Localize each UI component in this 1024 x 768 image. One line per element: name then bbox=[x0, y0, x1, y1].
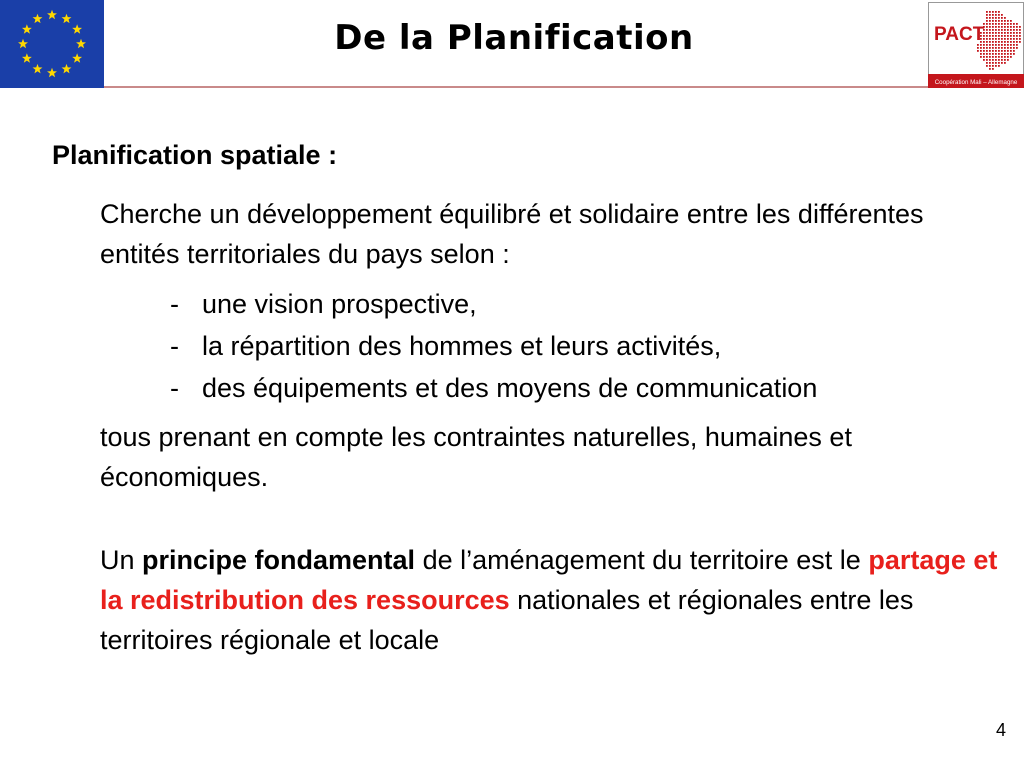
logo-map-dot bbox=[995, 65, 997, 67]
logo-map-dot bbox=[995, 26, 997, 28]
logo-map-dot bbox=[1010, 26, 1012, 28]
logo-map-dot bbox=[992, 11, 994, 13]
intro-paragraph: Cherche un développement équilibré et solidaire entre les différentes entités territoriales du pays selon : bbox=[100, 199, 924, 269]
slide-title: De la Planification bbox=[334, 18, 694, 58]
logo-map-dot bbox=[998, 20, 1000, 22]
principle-text-1: Un bbox=[100, 545, 143, 575]
logo-map-dot bbox=[986, 20, 988, 22]
bullet-dash: - bbox=[170, 331, 179, 361]
list-item bbox=[170, 367, 817, 409]
logo-map-dot bbox=[1010, 32, 1012, 34]
logo-map-dot bbox=[986, 29, 988, 31]
principle-bold: principe fondamental bbox=[142, 545, 416, 575]
logo-map-dot bbox=[989, 11, 991, 13]
logo-map-dot bbox=[992, 23, 994, 25]
logo-map-dot bbox=[986, 41, 988, 43]
logo-map-dot bbox=[989, 29, 991, 31]
logo-map-dot bbox=[989, 32, 991, 34]
logo-map-dot bbox=[989, 23, 991, 25]
logo-map-dot bbox=[998, 41, 1000, 43]
logo-map-dot bbox=[998, 26, 1000, 28]
pact-logo bbox=[928, 2, 1024, 88]
logo-map-dot bbox=[1001, 35, 1003, 37]
logo-map-dot bbox=[992, 68, 994, 70]
logo-map-dot bbox=[977, 47, 979, 49]
logo-map-dot bbox=[1001, 26, 1003, 28]
logo-map-dot bbox=[989, 17, 991, 19]
logo-map-dot bbox=[992, 20, 994, 22]
logo-map-dot bbox=[1010, 35, 1012, 37]
logo-map-dot bbox=[998, 35, 1000, 37]
logo-map-dot bbox=[1004, 62, 1006, 64]
logo-map-dot bbox=[1019, 29, 1021, 31]
logo-map-dot bbox=[992, 29, 994, 31]
logo-map-dot bbox=[1004, 53, 1006, 55]
logo-map-dot bbox=[1001, 59, 1003, 61]
logo-map-dot bbox=[1013, 23, 1015, 25]
logo-map-dot bbox=[995, 56, 997, 58]
logo-map-dot bbox=[1010, 44, 1012, 46]
logo-map-dot bbox=[998, 62, 1000, 64]
logo-map-dot bbox=[1001, 53, 1003, 55]
logo-map-dot bbox=[1004, 20, 1006, 22]
list-item bbox=[170, 325, 817, 367]
logo-map-dot bbox=[1013, 47, 1015, 49]
logo-map-dot bbox=[992, 32, 994, 34]
logo-map-dot bbox=[1004, 44, 1006, 46]
logo-map-dot bbox=[995, 17, 997, 19]
logo-map-dot bbox=[1001, 29, 1003, 31]
logo-map-dot bbox=[1016, 35, 1018, 37]
logo-map-dot bbox=[1001, 44, 1003, 46]
logo-map-dot bbox=[1001, 56, 1003, 58]
logo-map-dot bbox=[995, 29, 997, 31]
logo-map-dot bbox=[1007, 29, 1009, 31]
logo-map-dot bbox=[995, 20, 997, 22]
bullet-dash: - bbox=[170, 373, 179, 403]
list-item-text: une vision prospective, bbox=[202, 289, 477, 319]
logo-map-dot bbox=[1013, 50, 1015, 52]
logo-map-dot bbox=[986, 11, 988, 13]
logo-map-dot bbox=[1013, 29, 1015, 31]
logo-map-dot bbox=[1007, 47, 1009, 49]
logo-map-dot bbox=[998, 14, 1000, 16]
logo-map-dot bbox=[1001, 38, 1003, 40]
logo-map-dot bbox=[998, 32, 1000, 34]
logo-map-dot bbox=[1004, 35, 1006, 37]
logo-map-dot bbox=[998, 56, 1000, 58]
logo-map-dot bbox=[1016, 38, 1018, 40]
logo-map-dot bbox=[1010, 47, 1012, 49]
logo-map-dot bbox=[1007, 38, 1009, 40]
logo-map-dot bbox=[1004, 23, 1006, 25]
logo-map-dot bbox=[992, 17, 994, 19]
logo-map-dot bbox=[1004, 17, 1006, 19]
logo-map-dot bbox=[986, 44, 988, 46]
logo-map-dot bbox=[1001, 50, 1003, 52]
logo-map-dot bbox=[1010, 53, 1012, 55]
logo-map-dot bbox=[1007, 20, 1009, 22]
logo-map-dot bbox=[998, 23, 1000, 25]
logo-map-dot bbox=[1001, 41, 1003, 43]
logo-map-dot bbox=[992, 26, 994, 28]
logo-map-dot bbox=[1016, 44, 1018, 46]
logo-map-dot bbox=[989, 26, 991, 28]
logo-map-dot bbox=[998, 29, 1000, 31]
logo-map-dot bbox=[995, 47, 997, 49]
logo-map-dot bbox=[1007, 26, 1009, 28]
logo-map-dot bbox=[983, 53, 985, 55]
logo-map-dot bbox=[1007, 41, 1009, 43]
logo-map-dot bbox=[1016, 29, 1018, 31]
logo-map-dot bbox=[995, 14, 997, 16]
logo-map-dot bbox=[1013, 53, 1015, 55]
logo-map-dot bbox=[1004, 50, 1006, 52]
logo-map-dot bbox=[1004, 56, 1006, 58]
logo-map-dot bbox=[989, 47, 991, 49]
logo-map-dot bbox=[980, 56, 982, 58]
logo-map-dot bbox=[995, 35, 997, 37]
logo-map-dot bbox=[1007, 23, 1009, 25]
logo-map-dot bbox=[1010, 50, 1012, 52]
logo-map-dot bbox=[986, 35, 988, 37]
logo-map-dot bbox=[986, 47, 988, 49]
logo-map-dot bbox=[1019, 35, 1021, 37]
logo-map-dot bbox=[1016, 26, 1018, 28]
logo-map-dot bbox=[992, 56, 994, 58]
bullet-dash: - bbox=[170, 289, 179, 319]
logo-map-dot bbox=[989, 56, 991, 58]
logo-map-dot bbox=[1001, 23, 1003, 25]
logo-map-dot bbox=[986, 17, 988, 19]
logo-map-dot bbox=[1010, 38, 1012, 40]
section-heading: Planification spatiale : bbox=[52, 140, 338, 170]
logo-map-dot bbox=[1019, 26, 1021, 28]
header-divider bbox=[104, 86, 1024, 88]
logo-map-dot bbox=[1001, 32, 1003, 34]
list-item-text: la répartition des hommes et leurs activités, bbox=[202, 331, 722, 361]
logo-map-dot bbox=[983, 59, 985, 61]
logo-map-dot bbox=[980, 47, 982, 49]
eu-flag-icon bbox=[0, 0, 104, 88]
principle-paragraph bbox=[100, 540, 1000, 660]
logo-map-dot bbox=[992, 59, 994, 61]
logo-map-dot bbox=[1001, 14, 1003, 16]
logo-map-dot bbox=[992, 38, 994, 40]
pact-logo-text: PACT bbox=[934, 24, 985, 45]
logo-map-dot bbox=[1010, 20, 1012, 22]
logo-map-dot bbox=[989, 53, 991, 55]
logo-map-dot bbox=[1004, 38, 1006, 40]
logo-map-dot bbox=[995, 32, 997, 34]
logo-map-dot bbox=[1004, 29, 1006, 31]
logo-map-dot bbox=[995, 11, 997, 13]
logo-map-dot bbox=[1001, 62, 1003, 64]
logo-map-dot bbox=[1001, 20, 1003, 22]
principle-text-2: de l’aménagement du territoire est le bbox=[415, 545, 869, 575]
logo-map-dot bbox=[1013, 44, 1015, 46]
pact-logo-subtitle: Coopération Mali – Allemagne bbox=[934, 79, 1018, 86]
logo-map-dot bbox=[998, 50, 1000, 52]
logo-map-dot bbox=[983, 47, 985, 49]
logo-map-dot bbox=[992, 65, 994, 67]
logo-map-dot bbox=[1019, 32, 1021, 34]
page-number: 4 bbox=[996, 720, 1007, 740]
logo-map-dot bbox=[992, 41, 994, 43]
logo-map-dot bbox=[1013, 41, 1015, 43]
logo-map-dot bbox=[1004, 32, 1006, 34]
logo-map-dot bbox=[998, 65, 1000, 67]
logo-map-dot bbox=[989, 41, 991, 43]
logo-map-dot bbox=[1004, 41, 1006, 43]
logo-map-dot bbox=[989, 38, 991, 40]
logo-map-dot bbox=[986, 14, 988, 16]
logo-map-dot bbox=[1013, 26, 1015, 28]
logo-map-dot bbox=[986, 62, 988, 64]
logo-map-dot bbox=[1016, 32, 1018, 34]
logo-map-dot bbox=[1019, 38, 1021, 40]
logo-map-dot bbox=[998, 47, 1000, 49]
logo-map-dot bbox=[992, 62, 994, 64]
logo-map-dot bbox=[989, 44, 991, 46]
logo-map-dot bbox=[1010, 23, 1012, 25]
logo-map-dot bbox=[989, 65, 991, 67]
logo-map-dot bbox=[998, 11, 1000, 13]
logo-map-dot bbox=[989, 50, 991, 52]
logo-map-dot bbox=[1007, 50, 1009, 52]
logo-map-dot bbox=[983, 56, 985, 58]
logo-map-dot bbox=[989, 14, 991, 16]
logo-map-dot bbox=[992, 35, 994, 37]
logo-map-dot bbox=[986, 26, 988, 28]
logo-map-dot bbox=[986, 65, 988, 67]
logo-map-dot bbox=[998, 17, 1000, 19]
list-item-text: des équipements et des moyens de communication bbox=[202, 373, 818, 403]
logo-map-dot bbox=[998, 38, 1000, 40]
principle-text-3: nationales et régionales entre les territoires régionale et locale bbox=[100, 585, 914, 655]
logo-map-dot bbox=[1010, 29, 1012, 31]
logo-map-dot bbox=[992, 53, 994, 55]
logo-map-dot bbox=[989, 68, 991, 70]
logo-map-dot bbox=[1004, 26, 1006, 28]
logo-map-dot bbox=[1019, 41, 1021, 43]
logo-map-dot bbox=[989, 59, 991, 61]
logo-map-dot bbox=[1001, 17, 1003, 19]
logo-map-dot bbox=[995, 44, 997, 46]
logo-map-dot bbox=[1007, 44, 1009, 46]
logo-map-dot bbox=[995, 41, 997, 43]
logo-map-dot bbox=[1004, 59, 1006, 61]
logo-map-dot bbox=[980, 50, 982, 52]
logo-map-dot bbox=[986, 56, 988, 58]
logo-map-dot bbox=[986, 59, 988, 61]
logo-map-dot bbox=[986, 38, 988, 40]
logo-map-dot bbox=[998, 44, 1000, 46]
logo-map-dot bbox=[1013, 35, 1015, 37]
logo-map-dot bbox=[995, 38, 997, 40]
logo-map-dot bbox=[1004, 47, 1006, 49]
logo-map-dot bbox=[986, 50, 988, 52]
list-item bbox=[170, 283, 817, 325]
logo-map-dot bbox=[992, 50, 994, 52]
logo-map-dot bbox=[983, 50, 985, 52]
logo-map-dot bbox=[989, 20, 991, 22]
bullet-list bbox=[170, 283, 817, 409]
logo-map-dot bbox=[995, 53, 997, 55]
logo-map-dot bbox=[1013, 32, 1015, 34]
logo-map-dot bbox=[1007, 32, 1009, 34]
logo-map-dot bbox=[992, 44, 994, 46]
logo-map-dot bbox=[1016, 41, 1018, 43]
conclusion-paragraph: tous prenant en compte les contraintes naturelles, humaines et économiques. bbox=[100, 422, 852, 492]
logo-map-dot bbox=[998, 59, 1000, 61]
logo-map-dot bbox=[986, 32, 988, 34]
logo-map-dot bbox=[1010, 56, 1012, 58]
logo-map-dot bbox=[995, 59, 997, 61]
logo-map-dot bbox=[989, 35, 991, 37]
logo-map-dot bbox=[1016, 23, 1018, 25]
logo-map-dot bbox=[986, 53, 988, 55]
logo-map-dot bbox=[1010, 41, 1012, 43]
logo-map-dot bbox=[998, 53, 1000, 55]
logo-map-dot bbox=[1007, 53, 1009, 55]
logo-map-dot bbox=[986, 23, 988, 25]
logo-map-dot bbox=[977, 50, 979, 52]
principle-highlight: partage et la redistribution des ressources bbox=[100, 545, 998, 615]
logo-map-dot bbox=[1007, 59, 1009, 61]
logo-map-dot bbox=[980, 53, 982, 55]
logo-map-dot bbox=[995, 23, 997, 25]
logo-map-dot bbox=[1001, 47, 1003, 49]
logo-map-dot bbox=[1016, 47, 1018, 49]
logo-map-dot bbox=[1007, 35, 1009, 37]
logo-map-dot bbox=[992, 14, 994, 16]
logo-map-dot bbox=[1007, 56, 1009, 58]
logo-map-dot bbox=[989, 62, 991, 64]
logo-map-dot bbox=[992, 47, 994, 49]
logo-map-dot bbox=[1013, 38, 1015, 40]
logo-map-dot bbox=[995, 50, 997, 52]
logo-map-dot bbox=[995, 62, 997, 64]
